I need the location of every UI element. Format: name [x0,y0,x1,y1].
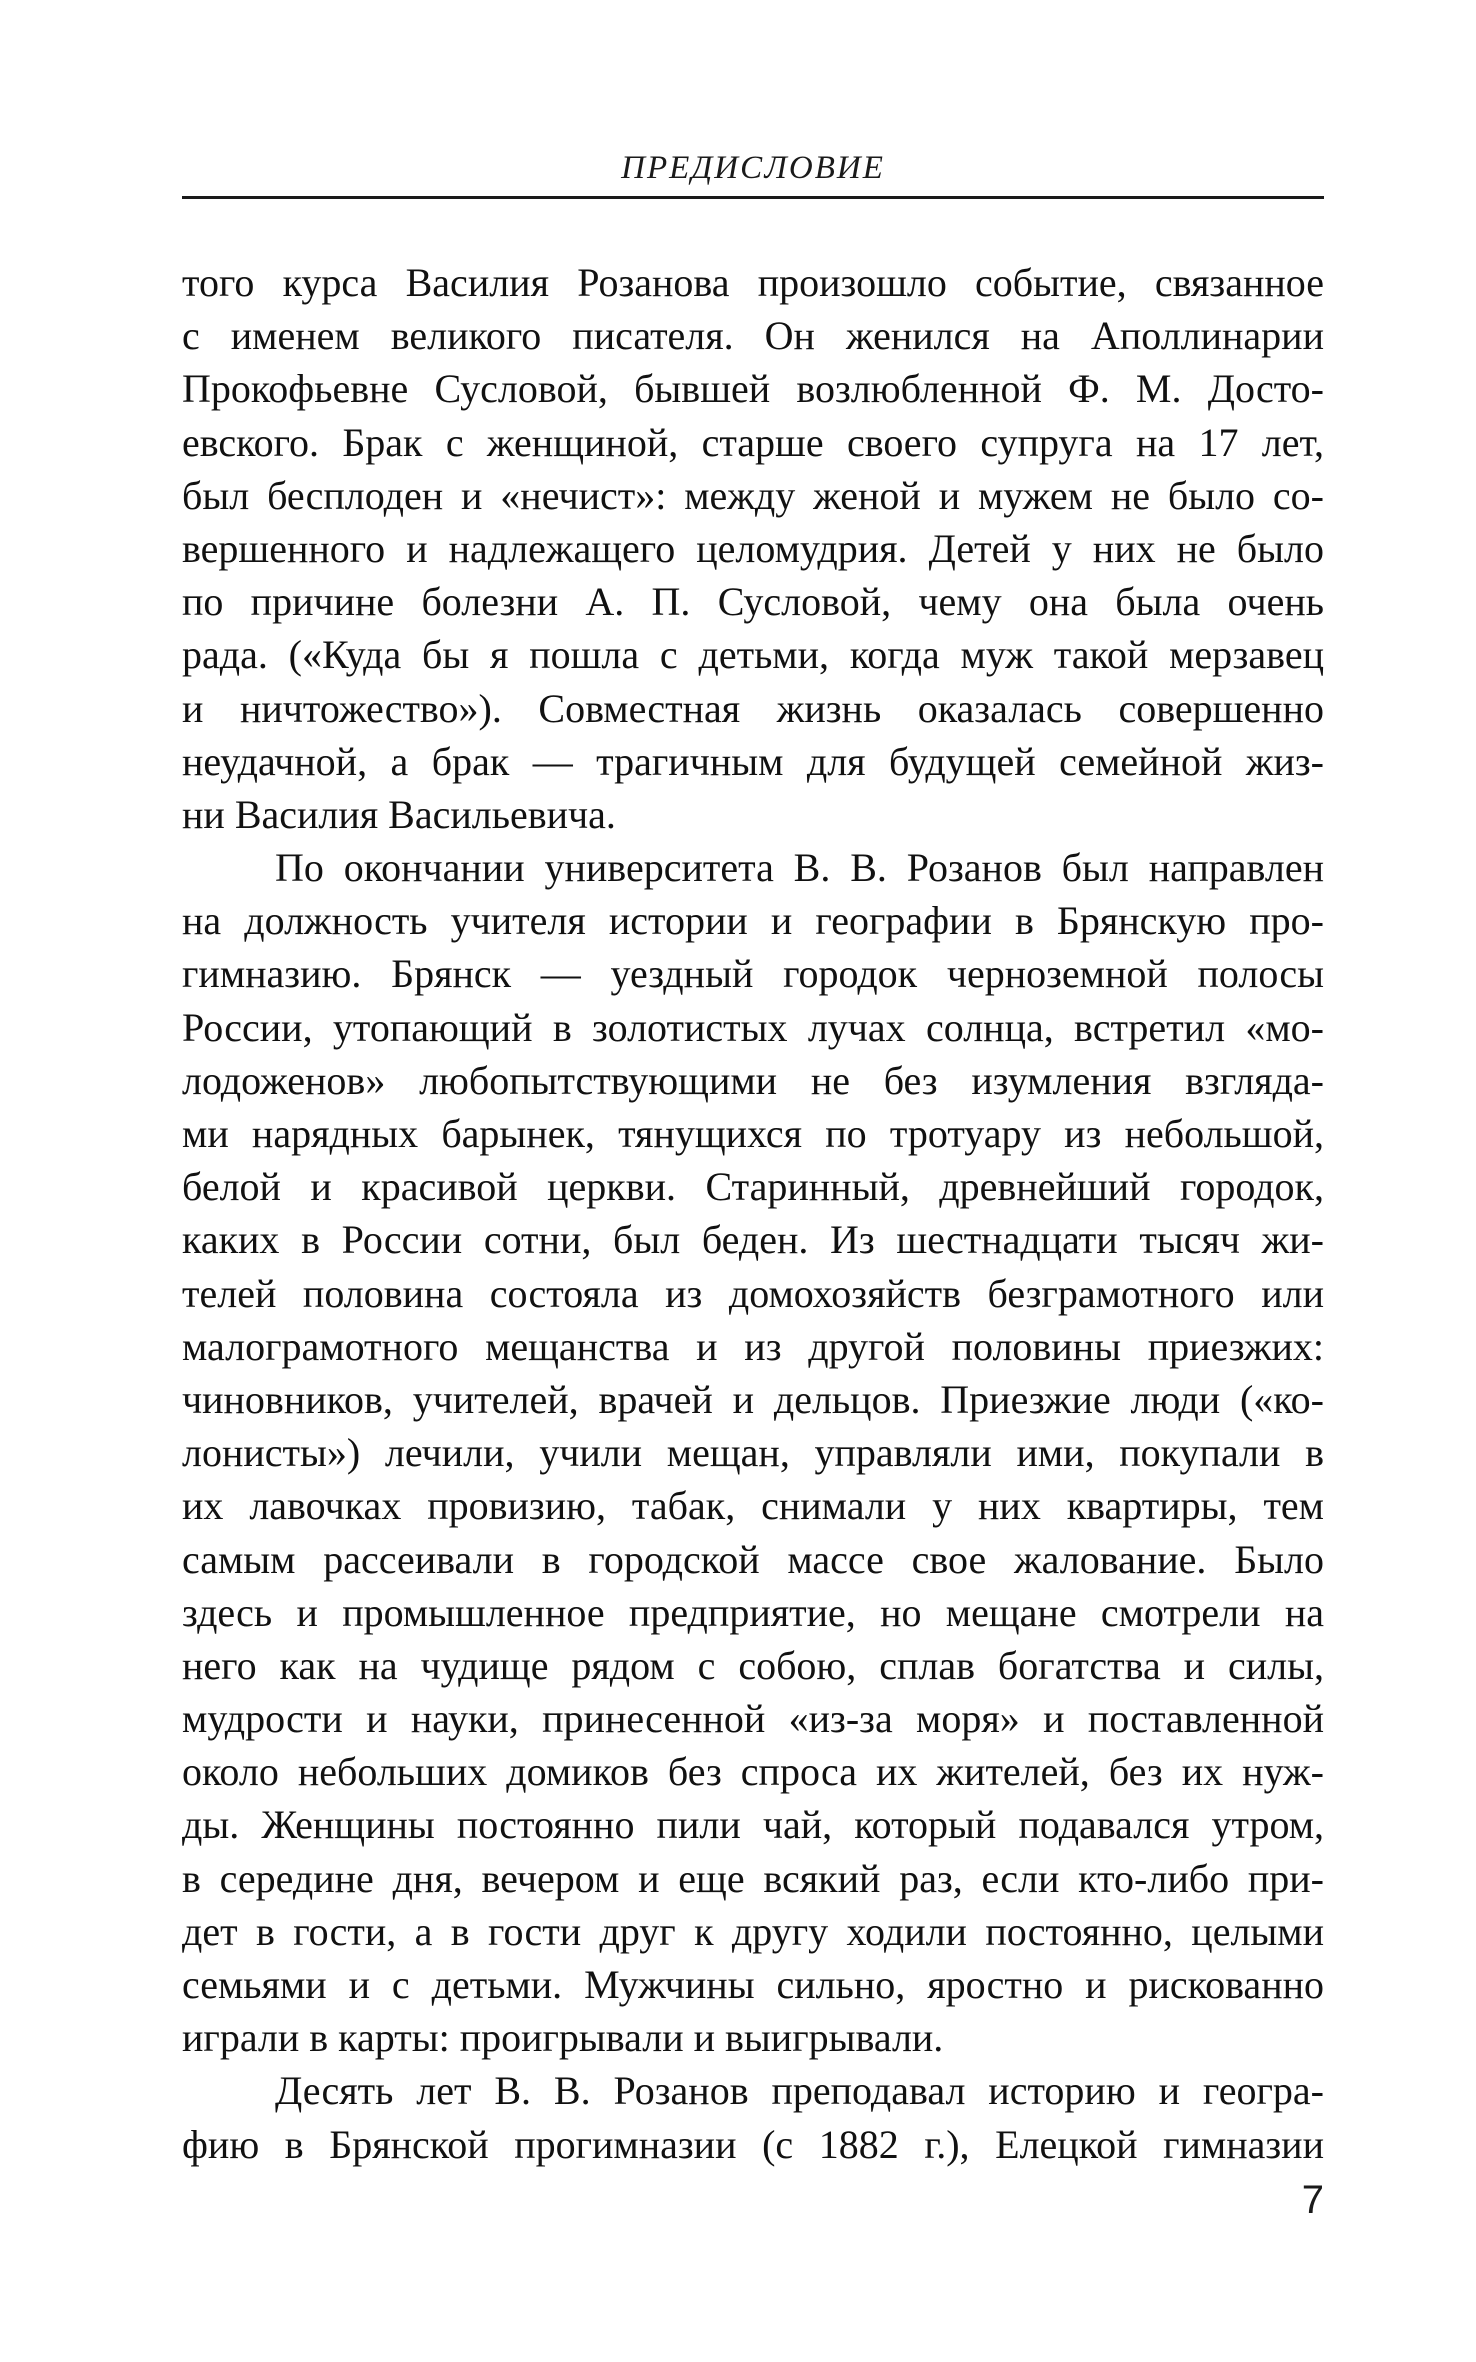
text-line: дет в гости, а в гости друг к другу ходили постоянно, целыми [182,1908,1324,1954]
running-head: ПРЕДИСЛОВИЕ [621,150,885,186]
text-line: с именем великого писателя. Он женился на Аполлинарии [182,313,1324,359]
text-line: По окончании университета В. В. Розанов был направлен [275,845,1324,891]
text-line: ни Василия Васильевича. [182,791,616,837]
paragraph [182,256,1324,841]
text-line: здесь и промышленное предприятие, но мещане смотрели на [182,1589,1324,1635]
header-rule [182,196,1324,199]
text-line: лонисты») лечили, учили мещан, управляли ими, покупали в [182,1430,1324,1476]
text-line: фию в Брянской прогимназии (с 1882 г.), Елецкой гимназии [182,2121,1324,2167]
text-line: Десять лет В. В. Розанов преподавал историю и геогра- [275,2068,1324,2114]
text-line: телей половина состояла из домохозяйств безграмотного или [182,1270,1324,1316]
text-line: ды. Женщины постоянно пили чай, который подавался утром, [182,1802,1324,1848]
text-line: был бесплоден и «нечист»: между женой и мужем не было со- [182,472,1324,518]
text-line: гимназию. Брянск — уездный городок черноземной полосы [182,951,1324,997]
text-line: самым рассеивали в городской массе свое жалование. Было [182,1536,1324,1582]
text-line: каких в России сотни, был беден. Из шестнадцати тысяч жи- [182,1217,1324,1263]
text-line: около небольших домиков без спроса их жителей, без их нуж- [182,1749,1324,1795]
text-line: неудачной, а брак — трагичным для будущей семейной жиз- [182,738,1324,784]
paragraph [182,2064,1324,2170]
page-number: 7 [1301,2178,1324,2222]
text-line: по причине болезни А. П. Сусловой, чему она была очень [182,579,1324,625]
text-line: рада. («Куда бы я пошла с детьми, когда муж такой мерзавец [182,632,1324,678]
text-line: чиновников, учителей, врачей и дельцов. Приезжие люди («ко- [182,1376,1324,1422]
text-line: белой и красивой церкви. Старинный, древнейший городок, [182,1164,1324,1210]
text-line: вершенного и надлежащего целомудрия. Детей у них не было [182,525,1324,571]
body-text [182,256,1324,2171]
text-line: мудрости и науки, принесенной «из-за моря» и поставленной [182,1696,1324,1742]
text-line: на должность учителя истории и географии в Брянскую про- [182,898,1324,944]
text-line: того курса Василия Розанова произошло событие, связанное [182,260,1324,305]
paragraph [182,841,1324,2064]
text-line: Прокофьевне Сусловой, бывшей возлюбленной Ф. М. Досто- [182,366,1324,412]
text-line: в середине дня, вечером и еще всякий раз, если кто-либо при- [182,1855,1324,1901]
text-line: семьями и с детьми. Мужчины сильно, яростно и рискованно [182,1962,1324,2007]
text-line: играли в карты: проигрывали и выигрывали. [182,2015,944,2061]
text-line: и ничтожество»). Совместная жизнь оказалась совершенно [182,685,1324,731]
text-line: ми нарядных барынек, тянущихся по тротуару из небольшой, [182,1111,1324,1156]
text-line: него как на чудище рядом с собою, сплав богатства и силы, [182,1642,1324,1688]
text-line: России, утопающий в золотистых лучах солнца, встретил «мо- [182,1004,1324,1050]
text-line: их лавочках провизию, табак, снимали у них квартиры, тем [182,1483,1324,1529]
text-line: малограмотного мещанства и из другой половины приезжих: [182,1323,1324,1369]
text-line: лодоженов» любопытствующими не без изумления взгляда- [182,1057,1324,1103]
text-line: евского. Брак с женщиной, старше своего супруга на 17 лет, [182,419,1324,465]
